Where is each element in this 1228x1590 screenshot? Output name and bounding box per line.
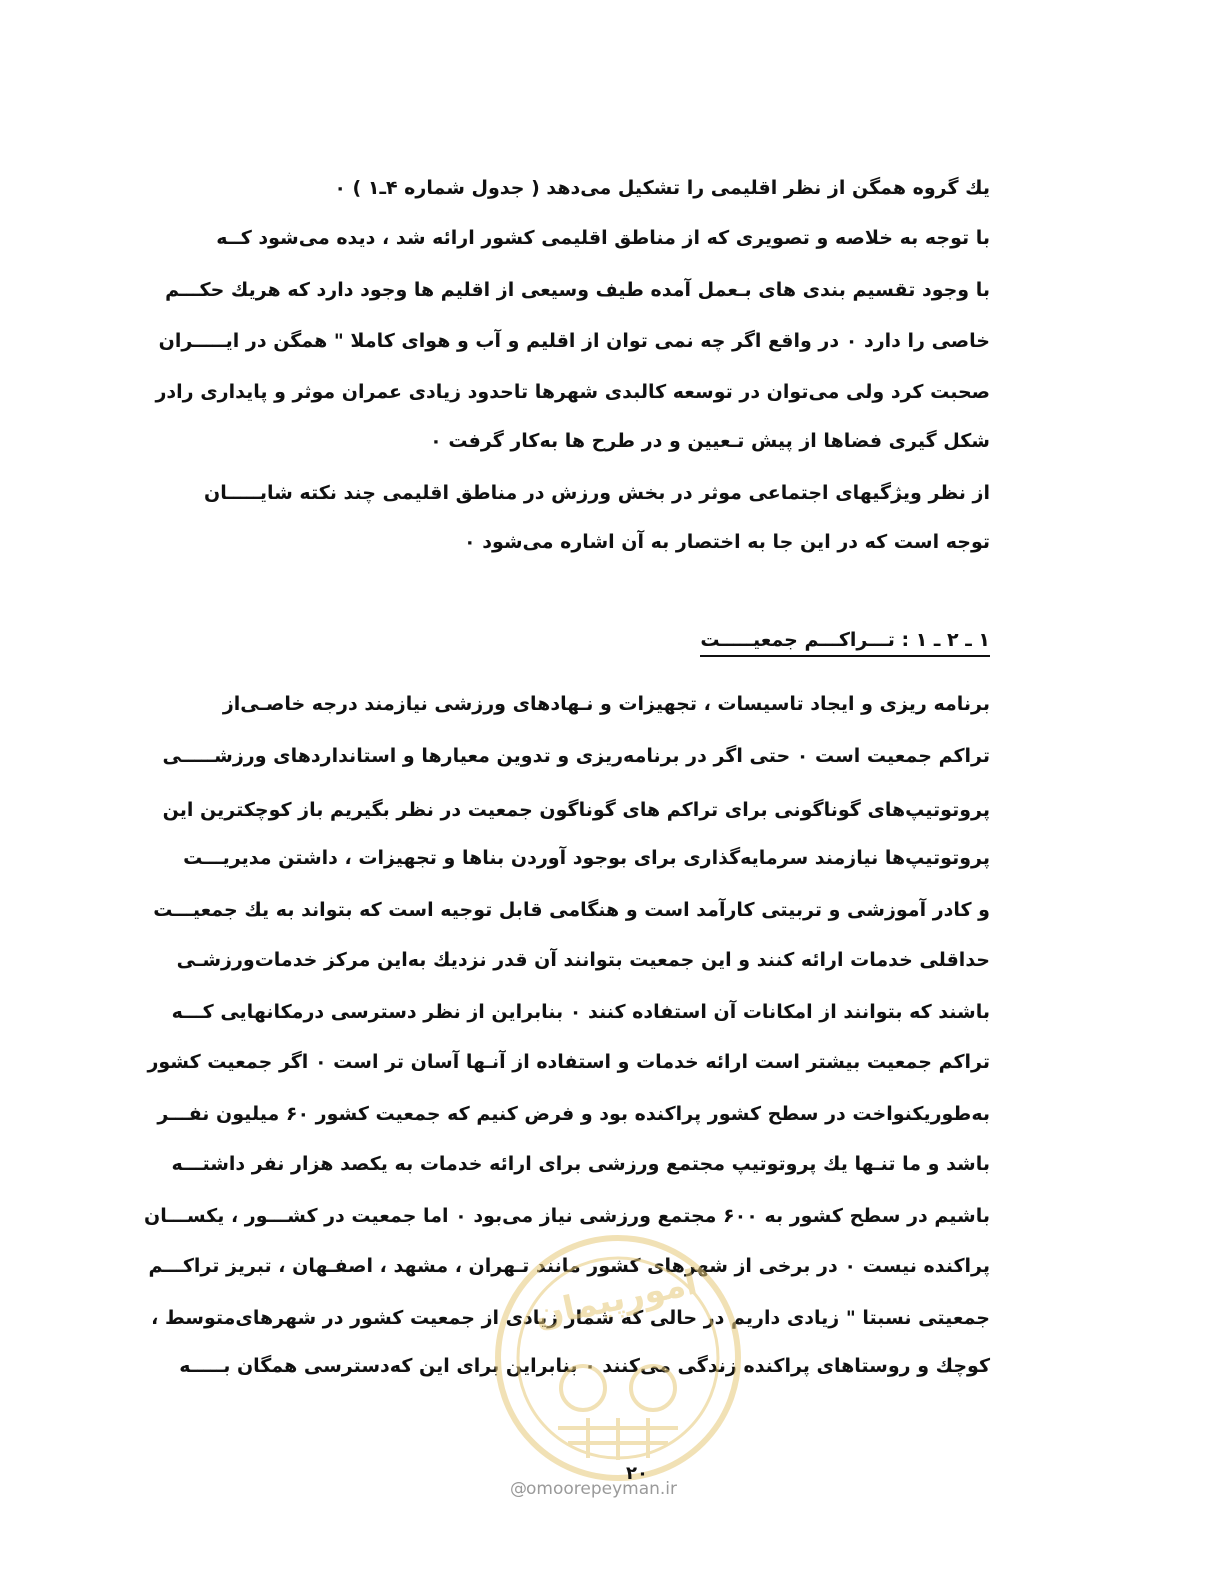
- text-line: با وجود تقسیم بندی های بـعمل آمده طیف وسیعی از اقلیم ها وجود دارد كه هریك حكـــم: [165, 279, 990, 301]
- text-line: یك گروه همگن از نظر اقلیمی را تشكیل می‌دهد ( جدول شماره ۴ـ۱ ) ٠: [334, 177, 990, 199]
- text-line: تراكم جمعیت بیشتر است ارائه خدمات و استفاده از آنـها آسان تر است ٠ اگر جمعیت كشور: [147, 1051, 990, 1073]
- watermark-seal-icon: [488, 1228, 748, 1488]
- text-line: باشیم در سطح كشور به ۶۰۰ مجتمع ورزشی نیاز می‌بود ٠ اما جمعیت در كشـــور ، یكســـان: [143, 1205, 990, 1227]
- text-line: برنامه ریزی و ایجاد تاسیسات ، تجهیزات و نـهادهای ورزشی نیازمند درجه خاصـی‌از: [222, 693, 990, 715]
- text-line: از نظر ویژگیهای اجتماعی موثر در بخش ورزش در مناطق اقلیمی چند نكته شایـــــان: [204, 482, 990, 504]
- footer-site-text: omoorepeyman.ir: [526, 1479, 678, 1499]
- text-line: پروتوتیپ‌های گوناگونی برای تراكم‌ های گوناگون جمعیت در نظر بگیریم باز كوچكترین این: [162, 799, 990, 821]
- page-number: ۲۰: [626, 1463, 648, 1484]
- text-line: حداقلی خدمات ارائه كنند و این جمعیت بتوانند آن قدر نزدیك به‌این مركز خدمات‌ورزشـی: [176, 949, 990, 971]
- text-line: توجه است كه در این جا به اختصار به آن اشاره می‌شود ٠: [463, 531, 990, 553]
- text-line: تراكم جمعیت است ٠ حتی اگر در برنامه‌ریزی و تدوین معیارها و استانداردهای ورزشـــــی: [162, 745, 990, 767]
- text-line: باشند كه بتوانند از امكانات آن استفاده كنند ٠ بنابراین از نظر دسترسی درمكانهایی كـــه: [171, 1001, 990, 1023]
- text-line: با توجه به خلاصه و تصویری كه از مناطق اقلیمی كشور ارائه شد ، دیده می‌شود كــه: [216, 227, 990, 249]
- text-line: خاصی را دارد ٠ در واقع اگر چه نمی توان از اقلیم و آب و هوای كاملا " همگن در ایـــــران: [158, 330, 990, 352]
- text-line: باشد و ما تنـها یك پروتوتیپ مجتمع ورزشی برای ارائه خدمات به یكصد هزار نفر داشتـــه: [171, 1153, 990, 1175]
- text-line: به‌طوریكنواخت در سطح كشور پراكنده بود و فرض كنیم كه جمعیت كشور ۶۰ میلیون نفـــر: [157, 1103, 990, 1125]
- text-line: كوچك و روستاهای پراكنده زندگی می‌كنند ٠ بنابراین برای این كه‌دسترسی همگان بـــــه: [179, 1355, 990, 1377]
- section-heading: [238, 620, 990, 660]
- text-line: پروتوتیپ‌ها نیازمند سرمایه‌گذاری برای بوجود آوردن بناها و تجهیزات ، داشتن مدیریـــت: [183, 847, 990, 869]
- at-icon: @: [510, 1479, 527, 1499]
- footer-site: [510, 1476, 710, 1502]
- watermark-text: امورپیمان: [530, 1262, 701, 1336]
- text-line: پراكنده نیست ٠ در برخی از شهرهای كشور مانند تـهران ، مشهد ، اصفـهان ، تبریز تراكـــم: [148, 1255, 990, 1277]
- text-line: جمعیتی نسبتا " زیادی داریم در حالی كه شمار زیادی از جمعیت كشور در شهرهای‌متوسط ،: [151, 1307, 990, 1329]
- text-line: صحبت كرد ولی می‌توان در توسعه كالبدی شهرها تاحدود زیادی عمران موثر و پایداری رادر: [155, 381, 990, 403]
- text-line: شكل گیری فضاها از پیش تـعیین و در طرح ها به‌كار گرفت ٠: [430, 430, 990, 452]
- text-line: و كادر آموزشی و تربیتی كارآمد است و هنگامی قابل توجیه است كه بتواند به یك جمعیـــت: [153, 899, 990, 921]
- section-heading-text: ۱ ـ ۲ ـ ۱ : تـــراكـــم جمعیـــــت: [700, 625, 990, 657]
